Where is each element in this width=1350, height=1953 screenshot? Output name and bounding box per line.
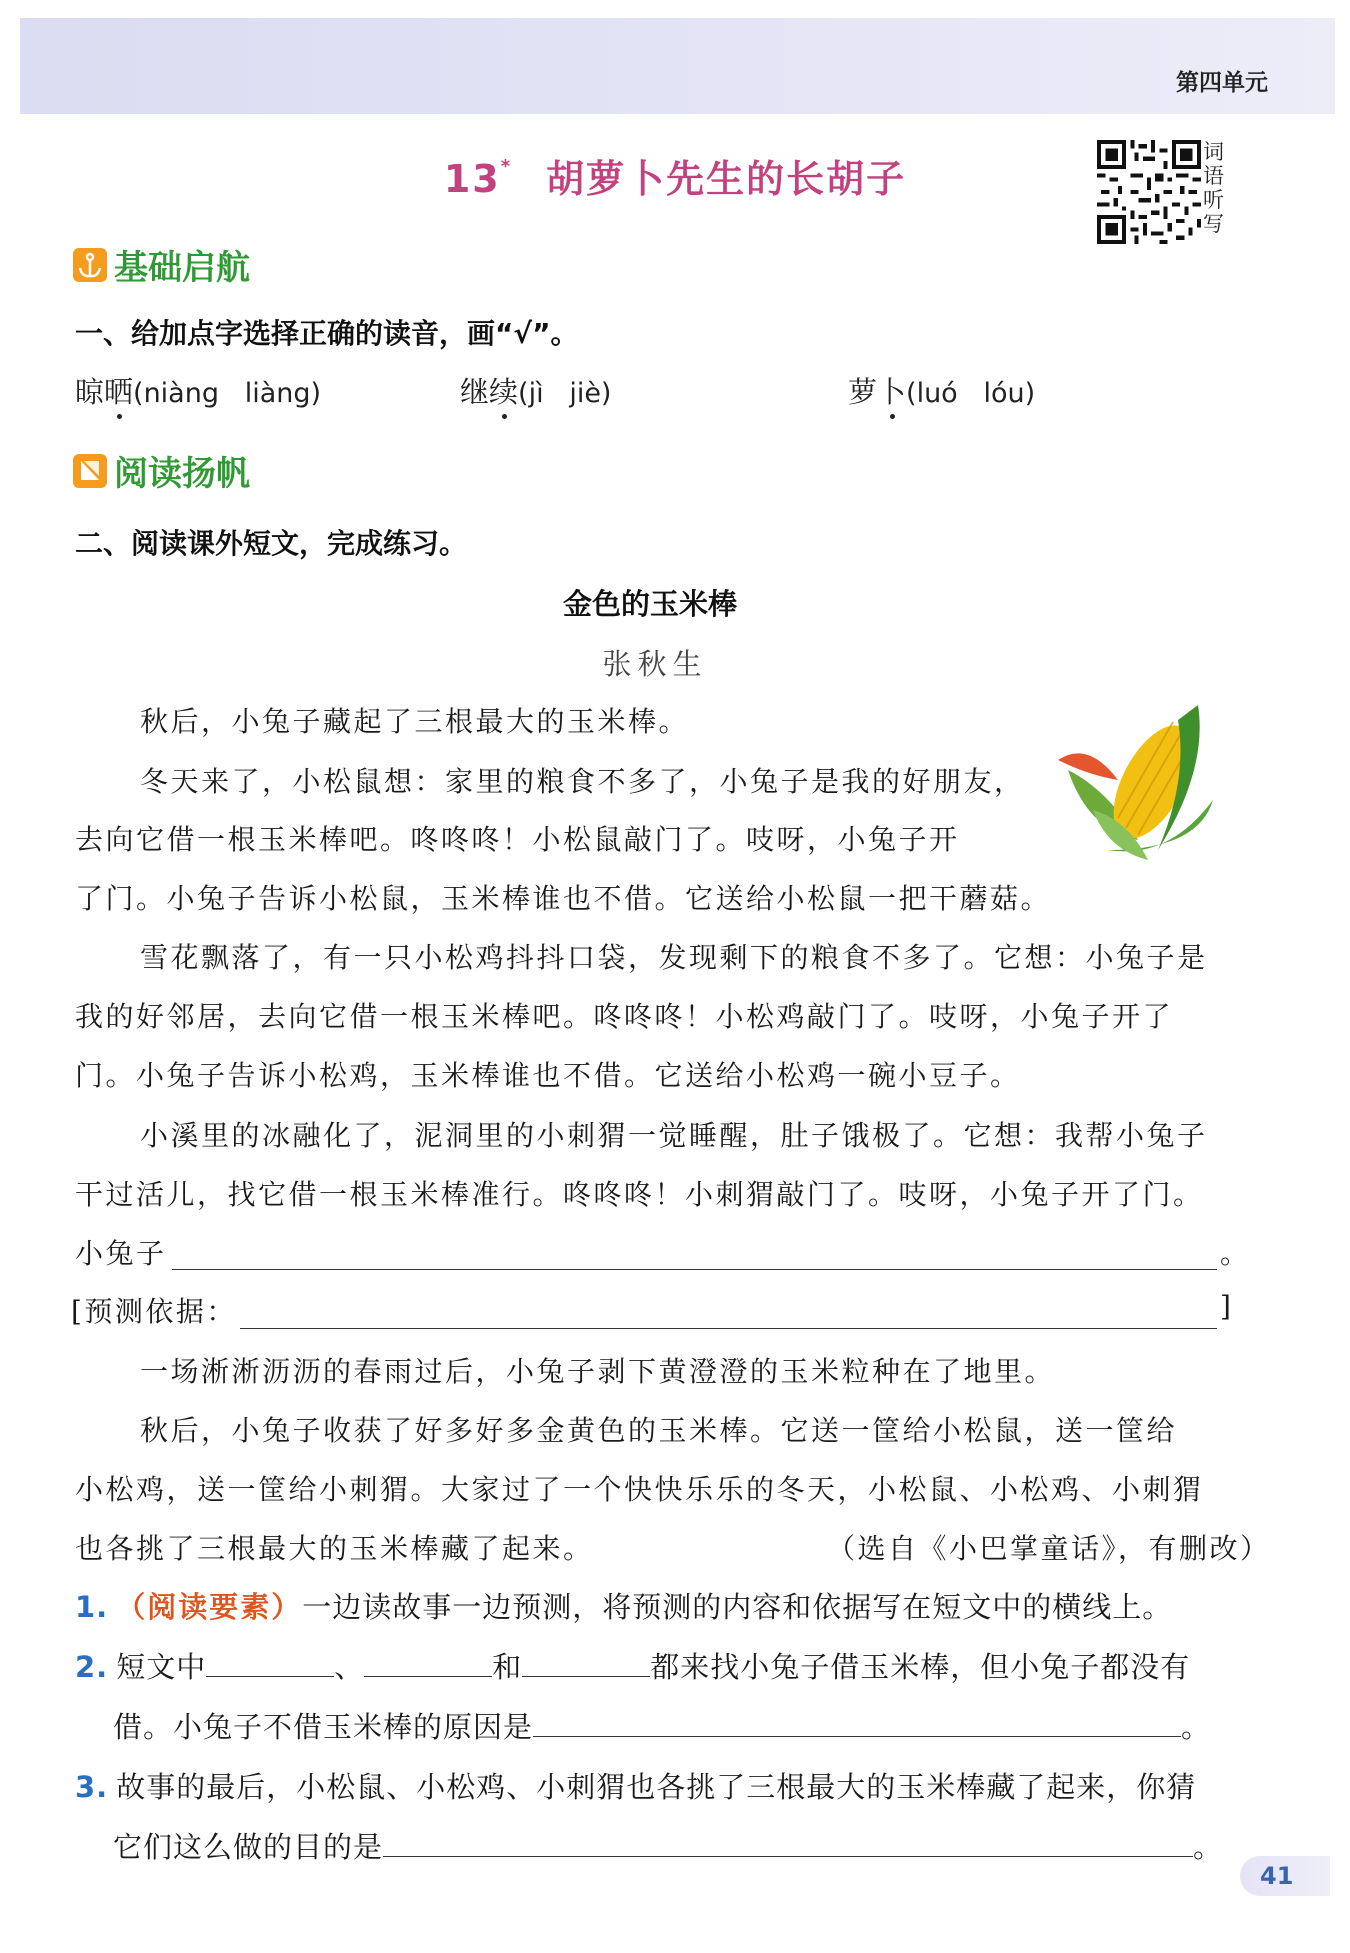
unit-label: 第四单元 <box>1176 70 1268 96</box>
answer-blank[interactable] <box>533 1714 1181 1737</box>
answer-blank[interactable] <box>383 1834 1193 1857</box>
page-number: 41 <box>1240 1856 1330 1896</box>
pinyin-item: 萝卜(luó lóu) <box>848 375 1036 409</box>
story-source: （选自《小巴掌童话》，有删改） <box>827 1532 1271 1565</box>
answer-blank[interactable] <box>206 1654 334 1677</box>
section-basic <box>72 240 250 289</box>
exercise-3-cont: 它们这么做的目的是 。 <box>113 1830 1224 1864</box>
exercise-1: 1. （阅读要素）一边读故事一边预测，将预测的内容和依据写在短文中的横线上。 <box>75 1590 1173 1624</box>
answer-blank[interactable] <box>522 1654 650 1677</box>
sail-icon <box>72 453 108 489</box>
story-line: 去向它借一根玉米棒吧。咚咚咚！小松鼠敲门了。吱呀，小兔子开 <box>75 823 960 856</box>
header-band <box>20 18 1335 114</box>
qr-label: 词语听写 <box>1203 140 1224 236</box>
question-1-head: 一、给加点字选择正确的读音，画“√”。 <box>75 317 579 350</box>
dotted-char: 续 <box>489 375 519 409</box>
story-line: 冬天来了，小松鼠想：家里的粮食不多了，小兔子是我的好朋友， <box>140 765 1025 798</box>
dotted-char: 卜 <box>877 375 907 409</box>
pinyin-choices[interactable]: (niàng liàng) <box>133 378 322 409</box>
dotted-char: 晒 <box>104 375 134 409</box>
story-line: 了门。小兔子告诉小松鼠，玉米棒谁也不借。它送给小松鼠一把干蘑菇。 <box>75 882 1052 915</box>
prediction-answer-line[interactable] <box>172 1269 1217 1270</box>
section-basic-label: 基础启航 <box>114 248 250 288</box>
story-line: 小溪里的冰融化了，泥洞里的小刺猬一觉睡醒，肚子饿极了。它想：我帮小兔子 <box>140 1119 1208 1152</box>
anchor-icon <box>72 247 108 283</box>
story-line: 秋后，小兔子收获了好多好多金黄色的玉米棒。它送一筐给小松鼠，送一筐给 <box>140 1414 1178 1447</box>
answer-blank[interactable] <box>364 1654 492 1677</box>
exercise-2: 2. 短文中 、 和 都来找小兔子借玉米棒，但小兔子都没有 <box>75 1650 1191 1684</box>
story-line: 门。小兔子告诉小松鸡，玉米棒谁也不借。它送给小松鸡一碗小豆子。 <box>75 1059 1021 1092</box>
story-period: 。 <box>1220 1237 1251 1270</box>
story-line: 雪花飘落了，有一只小松鸡抖抖口袋，发现剩下的粮食不多了。它想：小兔子是 <box>140 941 1208 974</box>
section-reading <box>72 446 250 495</box>
corn-illustration <box>1048 700 1218 865</box>
pinyin-choices[interactable]: (luó lóu) <box>906 378 1036 409</box>
exercise-2-cont: 借。小兔子不借玉米棒的原因是 。 <box>113 1710 1212 1744</box>
story-line: 小兔子 <box>75 1237 167 1270</box>
exercise-3: 3. 故事的最后，小松鼠、小松鸡、小刺猬也各挑了三根最大的玉米棒藏了起来，你猜 <box>75 1770 1197 1804</box>
story-title: 金色的玉米棒 <box>562 587 737 621</box>
pinyin-item: 继续(jì jiè) <box>460 375 612 409</box>
section-reading-label: 阅读扬帆 <box>114 454 250 494</box>
qr-code-icon[interactable] <box>1097 140 1201 244</box>
pinyin-choices[interactable]: (jì jiè) <box>518 378 612 409</box>
lesson-number: 13* <box>443 156 513 201</box>
question-2-head: 二、阅读课外短文，完成练习。 <box>75 527 468 560</box>
bracket-close: ] <box>1220 1290 1234 1323</box>
story-author: 张秋生 <box>602 647 708 681</box>
story-line: 也各挑了三根最大的玉米棒藏了起来。 <box>75 1532 594 1565</box>
story-line: 干过活儿，找它借一根玉米棒准行。咚咚咚！小刺猬敲门了。吱呀，小兔子开了门。 <box>75 1178 1204 1211</box>
story-line: 我的好邻居，去向它借一根玉米棒吧。咚咚咚！小松鸡敲门了。吱呀，小兔子开了 <box>75 1000 1174 1033</box>
lesson-title-text: 胡萝卜先生的长胡子 <box>546 157 907 201</box>
prediction-basis-line[interactable] <box>240 1328 1217 1329</box>
story-line: 一场淅淅沥沥的春雨过后，小兔子剥下黄澄澄的玉米粒种在了地里。 <box>140 1355 1056 1388</box>
story-line: 秋后，小兔子藏起了三根最大的玉米棒。 <box>140 705 690 738</box>
reading-element-tag: （阅读要素） <box>116 1590 303 1624</box>
prediction-basis-label: [预测依据： <box>71 1295 237 1328</box>
story-line: 小松鸡，送一筐给小刺猬。大家过了一个快快乐乐的冬天，小松鼠、小松鸡、小刺猬 <box>75 1473 1204 1506</box>
pinyin-item: 晾晒(niàng liàng) <box>75 375 322 409</box>
